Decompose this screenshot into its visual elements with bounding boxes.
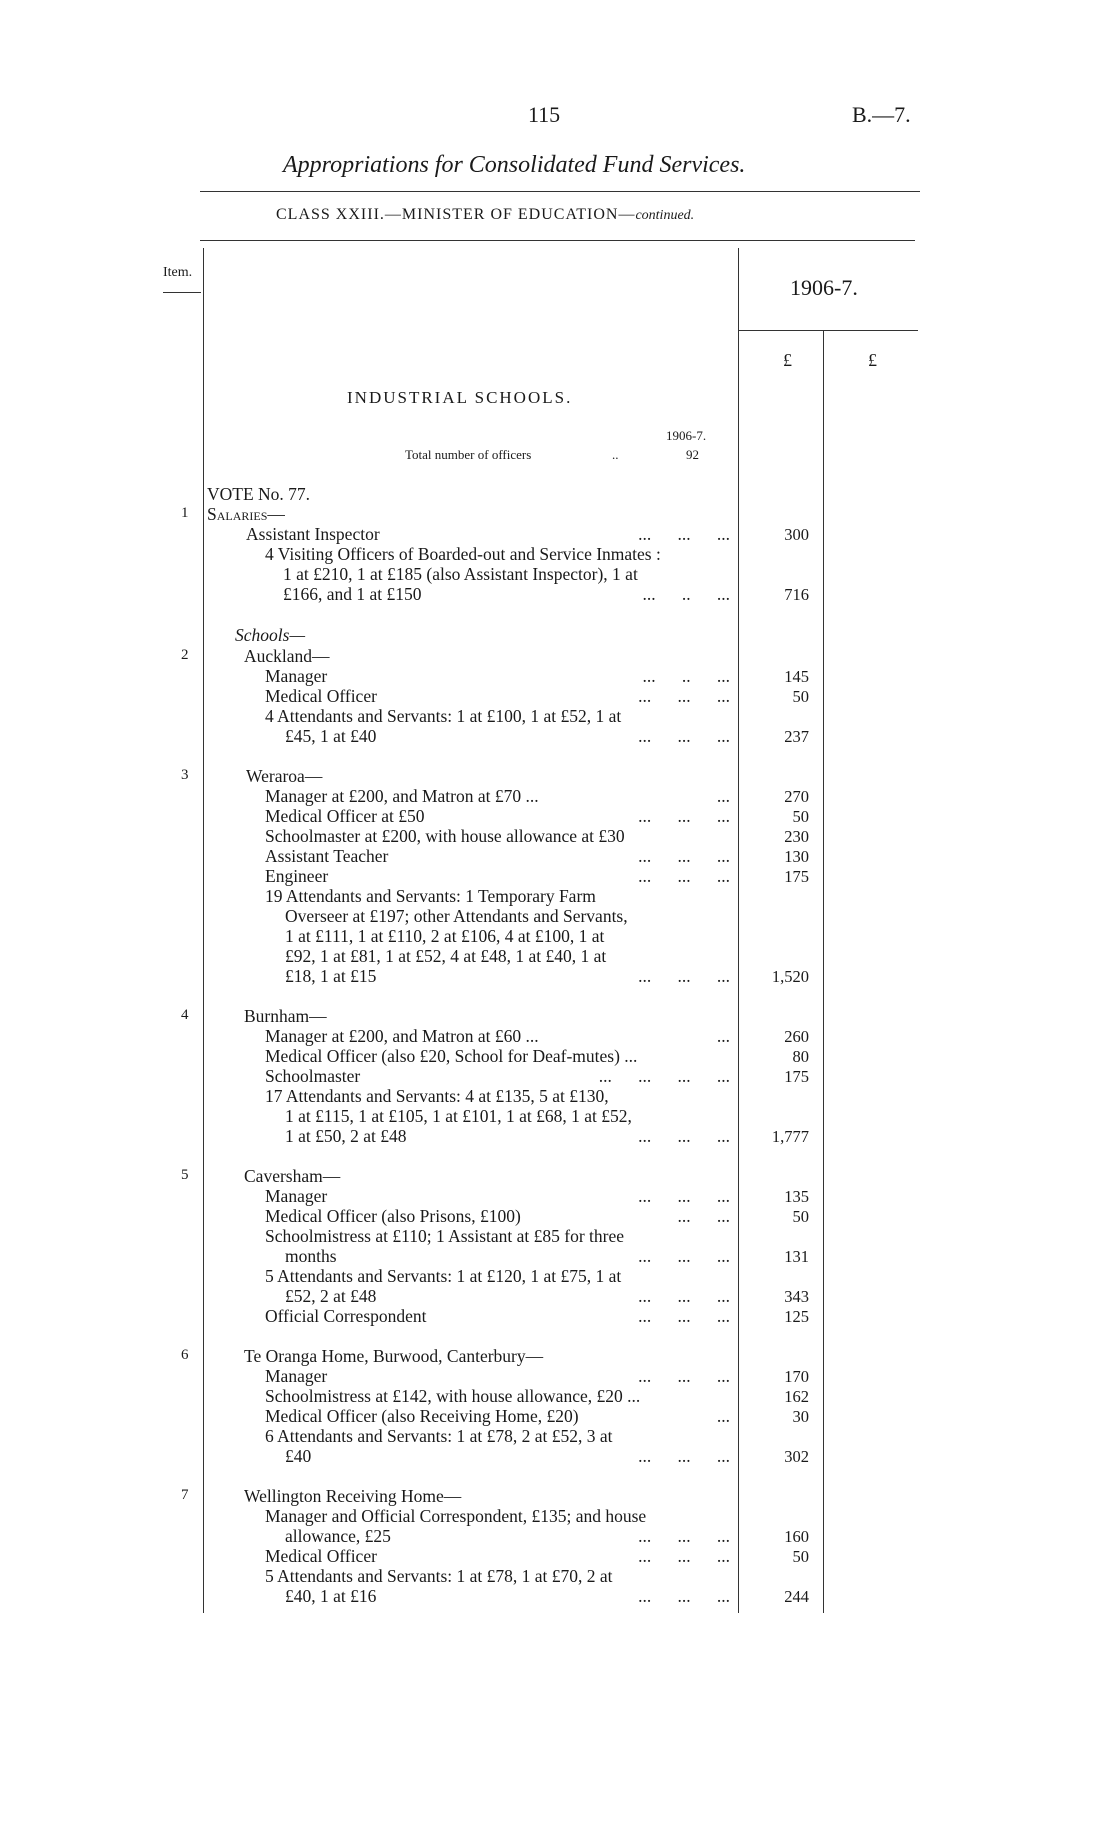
line-text: Wellington Receiving Home— — [244, 1486, 462, 1506]
line-text: Auckland— — [244, 646, 330, 666]
pound-header-1: £ — [783, 350, 792, 370]
leader-dots: ... — [716, 1026, 730, 1046]
amount: 300 — [784, 525, 809, 544]
amount: 302 — [784, 1447, 809, 1466]
item-header-rule — [163, 292, 201, 293]
leader-dots: ... ... ... — [638, 726, 730, 746]
leader-dots: ... ... ... — [638, 1246, 730, 1266]
line-text: 5 Attendants and Servants: 1 at £120, 1 at £75, 1 at — [265, 1266, 622, 1286]
leader-dots: ... ... ... — [638, 1546, 730, 1566]
officers-dots: .. — [612, 447, 619, 462]
amount: 125 — [784, 1307, 809, 1326]
leader-dots: ... ... ... — [638, 1446, 730, 1466]
line-text: 1 at £50, 2 at £48 — [285, 1126, 407, 1146]
amount: 175 — [784, 867, 809, 886]
class-heading-text: CLASS XXIII.—MINISTER OF EDUCATION— — [276, 206, 636, 223]
item-number: 3 — [181, 767, 189, 783]
item-column-header: Item. — [163, 265, 193, 280]
amount: 343 — [784, 1287, 809, 1306]
officers-label: Total number of officers — [405, 447, 532, 462]
item-number: 7 — [181, 1487, 189, 1503]
line-text: Salaries— — [207, 504, 285, 524]
line-text: Medical Officer (also £20, School for Deaf-mutes) ... — [265, 1046, 638, 1066]
line-text: Te Oranga Home, Burwood, Canterbury— — [244, 1346, 544, 1366]
line-text: £166, and 1 at £150 — [283, 584, 422, 604]
class-heading-suffix: continued. — [635, 208, 695, 223]
page-number: 115 — [528, 102, 561, 127]
line-text: 17 Attendants and Servants: 4 at £135, 5 at £130, — [265, 1086, 609, 1106]
document-reference: B.—7. — [852, 102, 911, 127]
leader-dots: ... ... ... — [638, 1366, 730, 1386]
line-text: Medical Officer — [265, 686, 377, 706]
leader-dots: ... — [716, 786, 730, 806]
amount: 80 — [792, 1047, 809, 1066]
line-text: 1 at £111, 1 at £110, 2 at £106, 4 at £100, 1 at — [285, 926, 605, 946]
leader-dots: ... ... ... — [638, 686, 730, 706]
line-text: 1 at £210, 1 at £185 (also Assistant Inspector), 1 at — [283, 564, 638, 584]
line-text: £40 — [285, 1446, 312, 1466]
line-text: Medical Officer (also Prisons, £100) — [265, 1206, 521, 1226]
leader-dots: ... ... ... — [638, 866, 730, 886]
class-heading — [276, 206, 694, 224]
amount: 716 — [784, 585, 809, 604]
leader-dots: ... ... ... — [638, 806, 730, 826]
line-text: Schoolmistress at £142, with house allowance, £20 ... — [265, 1386, 641, 1406]
leader-dots: ... ... ... — [638, 1586, 730, 1606]
amount: 50 — [792, 1207, 809, 1226]
line-text: £18, 1 at £15 — [285, 966, 377, 986]
amount: 260 — [784, 1027, 809, 1046]
line-text: Engineer — [265, 866, 329, 886]
line-text: Manager — [265, 1186, 328, 1206]
amount: 145 — [784, 667, 809, 686]
item-number: 1 — [181, 505, 189, 521]
line-text: Weraroa— — [246, 766, 323, 786]
line-text: Manager — [265, 666, 328, 686]
leader-dots: ... ... — [677, 1206, 730, 1226]
line-text: Schoolmaster — [265, 1066, 361, 1086]
title-rule — [200, 191, 920, 192]
line-text: Caversham— — [244, 1166, 341, 1186]
line-text: Overseer at £197; other Attendants and Servants, — [285, 906, 628, 926]
leader-dots: ... ... ... — [638, 1126, 730, 1146]
leader-dots: ... .. ... — [642, 584, 730, 604]
schools-subheading: Schools— — [235, 625, 305, 645]
table-top-rule — [200, 240, 915, 241]
officers-count: 92 — [686, 447, 699, 462]
page-title: Appropriations for Consolidated Fund Services. — [283, 152, 746, 178]
amount: 50 — [792, 687, 809, 706]
line-text: Schoolmistress at £110; 1 Assistant at £85 for three — [265, 1226, 625, 1246]
amount: 30 — [792, 1407, 809, 1426]
amount: 270 — [784, 787, 809, 806]
item-number: 4 — [181, 1007, 189, 1023]
section-heading: INDUSTRIAL SCHOOLS. — [347, 388, 573, 407]
amount: 1,520 — [771, 967, 809, 986]
line-text: Medical Officer (also Receiving Home, £20) — [265, 1406, 579, 1426]
line-text: 1 at £115, 1 at £105, 1 at £101, 1 at £68, 1 at £52, — [285, 1106, 632, 1126]
line-text: Official Correspondent — [265, 1306, 427, 1326]
subtotal-column-divider — [823, 330, 824, 1613]
amount: 230 — [784, 827, 809, 846]
leader-dots: ... ... ... — [638, 524, 730, 544]
line-text: Burnham— — [244, 1006, 327, 1026]
line-text: 5 Attendants and Servants: 1 at £78, 1 at £70, 2 at — [265, 1566, 613, 1586]
amount: 160 — [784, 1527, 809, 1546]
line-text: Manager — [265, 1366, 328, 1386]
item-number: 6 — [181, 1347, 189, 1363]
line-text: Manager and Official Correspondent, £135; and house — [265, 1506, 647, 1526]
line-text: 6 Attendants and Servants: 1 at £78, 2 at £52, 3 at — [265, 1426, 613, 1446]
amount: 130 — [784, 847, 809, 866]
line-text: 19 Attendants and Servants: 1 Temporary Farm — [265, 886, 596, 906]
line-text: allowance, £25 — [285, 1526, 391, 1546]
line-text: 4 Attendants and Servants: 1 at £100, 1 at £52, 1 at — [265, 706, 622, 726]
amount: 237 — [784, 727, 809, 746]
line-text: Assistant Teacher — [265, 846, 389, 866]
leader-dots: ... ... ... — [638, 1186, 730, 1206]
line-text: Schoolmaster at £200, with house allowance at £30 — [265, 826, 625, 846]
line-text: Manager at £200, and Matron at £70 ... — [265, 786, 539, 806]
line-text: Manager at £200, and Matron at £60 ... — [265, 1026, 539, 1046]
year-header-rule — [738, 330, 918, 331]
amount: 50 — [792, 1547, 809, 1566]
amount: 1,777 — [771, 1127, 809, 1146]
leader-dots: ... ... ... — [638, 966, 730, 986]
leader-dots: ... ... ... — [638, 1526, 730, 1546]
line-text: £45, 1 at £40 — [285, 726, 377, 746]
year-column-header: 1906-7. — [790, 275, 858, 300]
pound-header-2: £ — [868, 350, 877, 370]
leader-dots: ... .. ... — [642, 666, 730, 686]
line-text: £40, 1 at £16 — [285, 1586, 377, 1606]
line-text: Assistant Inspector — [246, 524, 380, 544]
amount: 50 — [792, 807, 809, 826]
item-number: 5 — [181, 1167, 189, 1183]
line-text: Medical Officer at £50 — [265, 806, 425, 826]
officers-year: 1906-7. — [666, 428, 707, 443]
line-text: Medical Officer — [265, 1546, 377, 1566]
line-text: £52, 2 at £48 — [285, 1286, 377, 1306]
amount: 131 — [784, 1247, 809, 1266]
line-text: £92, 1 at £81, 1 at £52, 4 at £48, 1 at £40, 1 at — [285, 946, 607, 966]
leader-dots: ... — [716, 1406, 730, 1426]
amount: 162 — [784, 1387, 809, 1406]
amount: 244 — [784, 1587, 809, 1606]
leader-dots: ... ... ... — [638, 846, 730, 866]
amount: 135 — [784, 1187, 809, 1206]
leader-dots: ... ... ... — [638, 1306, 730, 1326]
item-number: 2 — [181, 647, 189, 663]
line-text: months — [285, 1246, 337, 1266]
leader-dots: ... ... ... — [638, 1286, 730, 1306]
item-column-divider — [203, 248, 204, 1613]
leader-dots: ... ... ... ... — [598, 1066, 730, 1086]
amount: 175 — [784, 1067, 809, 1086]
vote-number: VOTE No. 77. — [207, 484, 311, 504]
line-text: 4 Visiting Officers of Boarded-out and Service Inmates : — [265, 544, 661, 564]
amount: 170 — [784, 1367, 809, 1386]
